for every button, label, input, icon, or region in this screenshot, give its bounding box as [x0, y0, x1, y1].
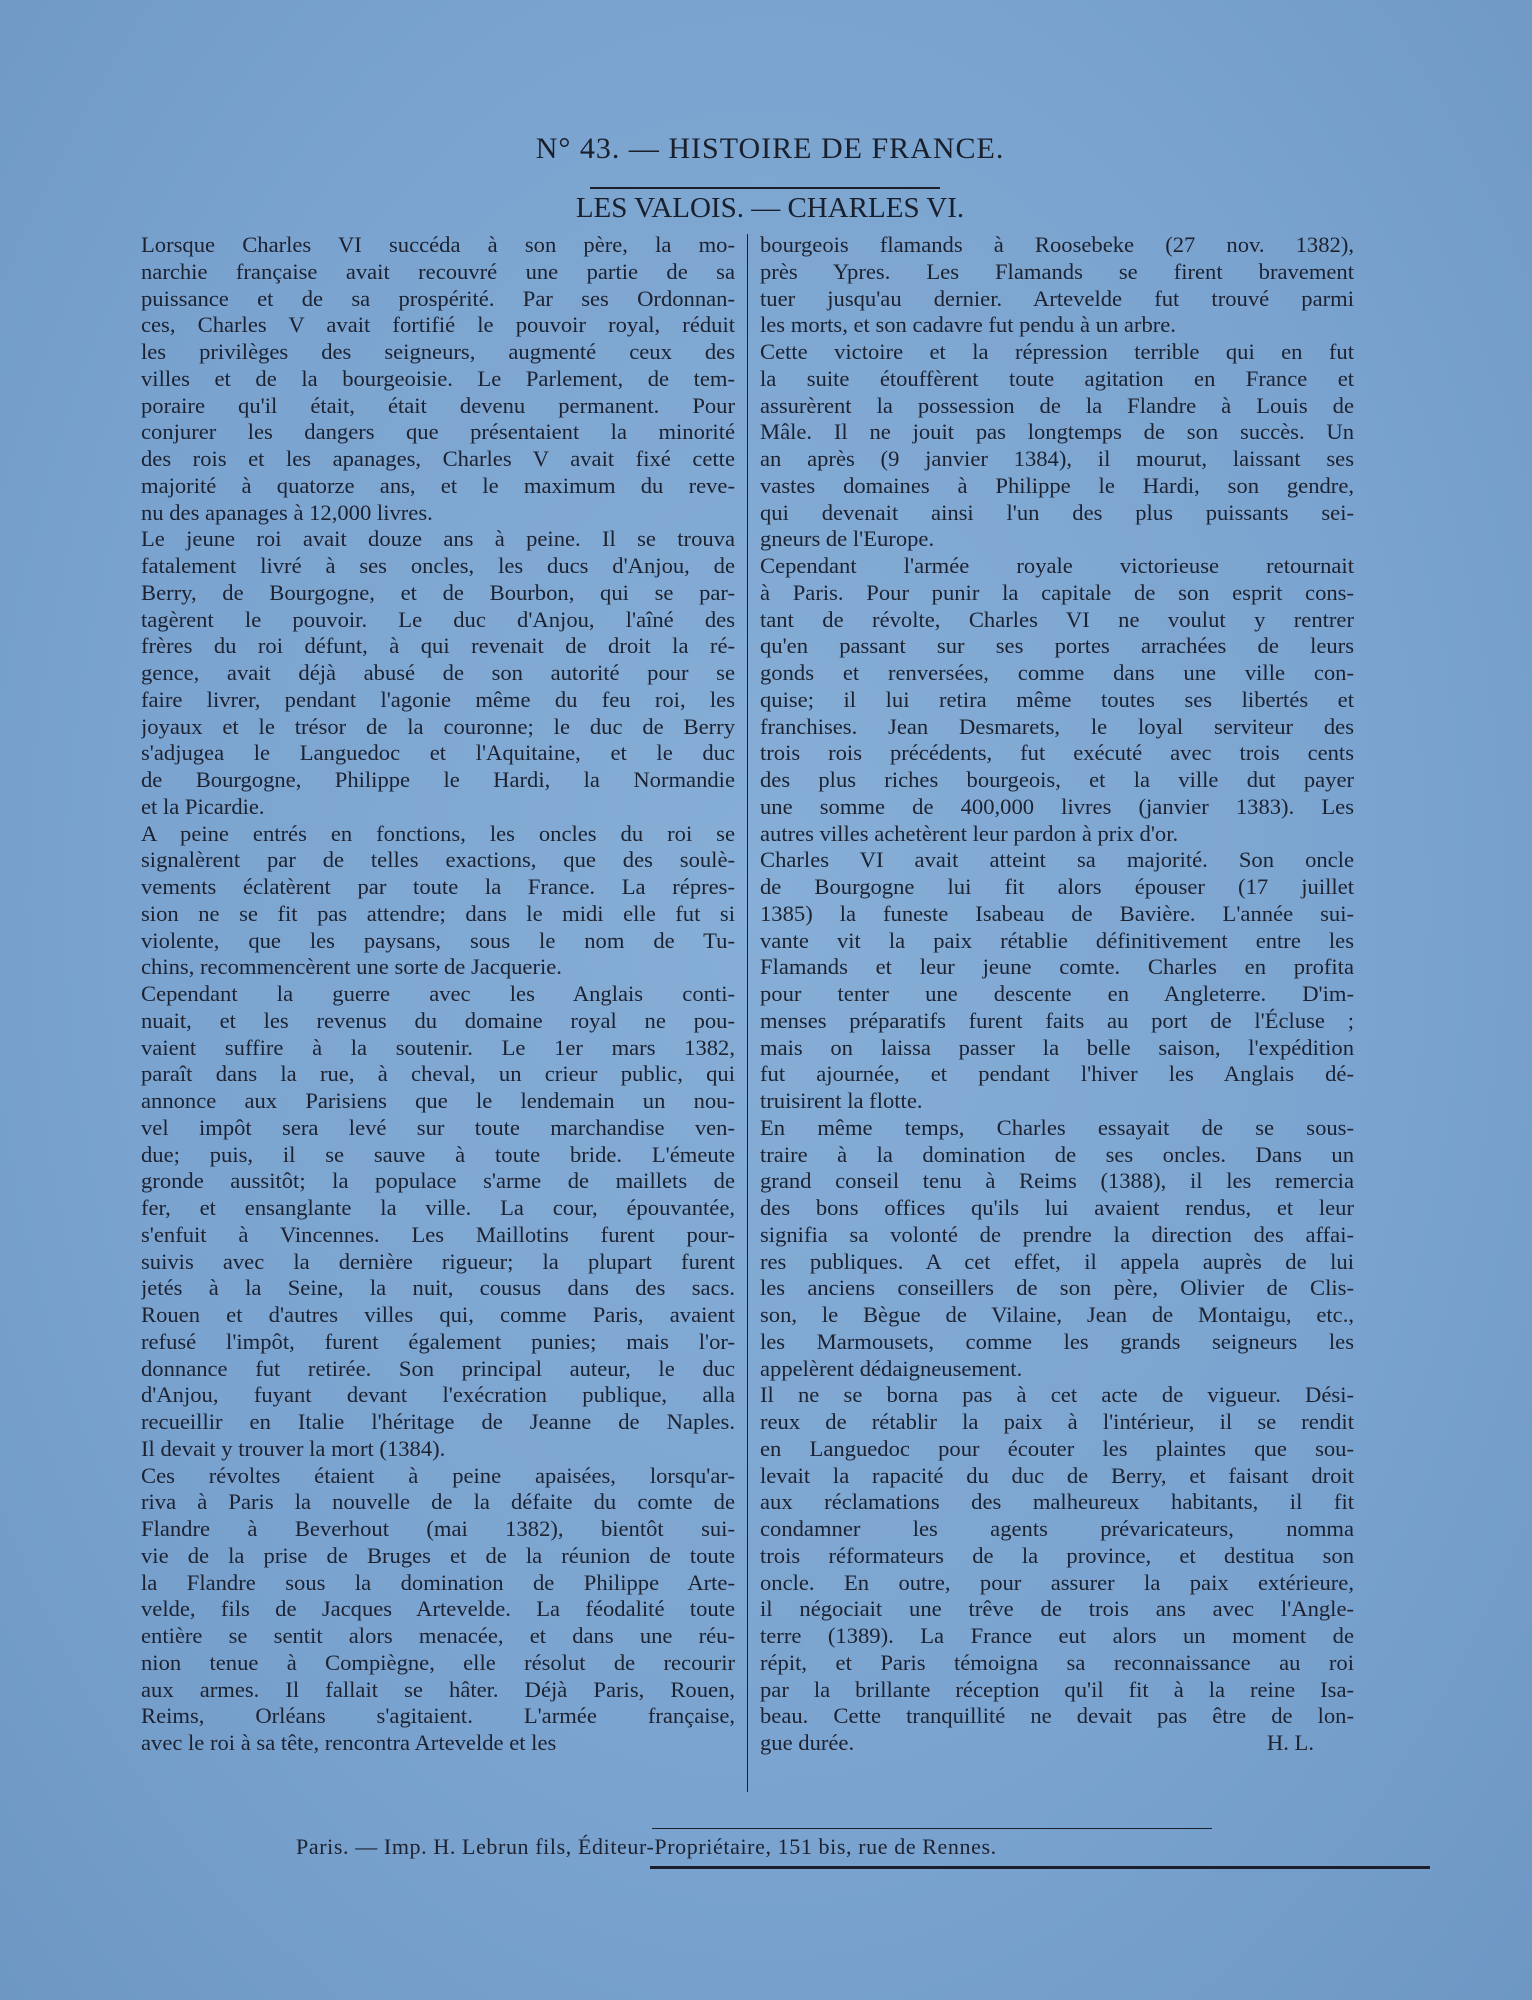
text-line: A peine entrés en fonctions, les oncles du roi se: [141, 820, 735, 846]
text-line: puissance et de sa prospérité. Par ses Ordonnan-: [141, 285, 735, 311]
title-rule: [590, 187, 940, 189]
text-line: Mâle. Il ne jouit pas longtemps de son succès. Un: [760, 419, 1354, 445]
text-line: velde, fils de Jacques Artevelde. La féodalité toute: [141, 1596, 735, 1622]
text-line: truisirent la flotte.: [760, 1088, 923, 1113]
text-line: reux de rétablir la paix à l'intérieur, il se rendit: [760, 1409, 1354, 1434]
text-line: donnance fut retirée. Son principal auteur, le duc: [141, 1355, 735, 1381]
text-line: franchises. Jean Desmarets, le loyal serviteur des: [760, 713, 1354, 739]
text-line: pour tenter une descente en Angleterre. D'im-: [760, 981, 1354, 1006]
section-title: LES VALOIS. — CHARLES VI.: [575, 192, 965, 224]
text-line: qui devenait ainsi l'un des plus puissants sei-: [760, 499, 1354, 525]
text-line: nu des apanages à 12,000 livres.: [141, 499, 433, 525]
text-line: vante vit la paix rétablie définitivement entre les: [760, 927, 1354, 953]
text-line: majorité à quatorze ans, et le maximum du reve-: [141, 472, 735, 498]
text-line: trois réformateurs de la province, et destitua son: [760, 1542, 1354, 1568]
text-line: oncle. En outre, pour assurer la paix extérieure,: [760, 1569, 1354, 1595]
text-line: les Marmousets, comme les grands seigneurs les: [760, 1328, 1354, 1354]
text-line: annonce aux Parisiens que le lendemain un nou-: [141, 1088, 735, 1113]
text-line: mais on laissa passer la belle saison, l'expédition: [760, 1034, 1354, 1060]
text-line: tuer jusqu'au dernier. Artevelde fut trouvé parmi: [760, 285, 1354, 311]
text-line: vie de la prise de Bruges et de la réunion de toute: [141, 1542, 735, 1568]
text-line: due; puis, il se sauve à toute bride. L'émeute: [141, 1141, 735, 1167]
text-line: traire à la domination de ses oncles. Dans un: [760, 1141, 1354, 1167]
text-line: répit, et Paris témoigna sa reconnaissance au roi: [760, 1649, 1354, 1675]
text-line: près Ypres. Les Flamands se firent bravement: [760, 258, 1354, 284]
text-line: s'enfuit à Vincennes. Les Maillotins furent pour-: [141, 1221, 735, 1247]
text-line: par la brillante réception qu'il fit à la reine Isa-: [760, 1676, 1354, 1702]
text-line: Lorsque Charles VI succéda à son père, la mo-: [141, 232, 735, 257]
text-line: des rois et les apanages, Charles V avait fixé cette: [141, 446, 735, 471]
text-line: fatalement livré à ses oncles, les ducs d'Anjou, de: [141, 553, 735, 578]
text-line: signifia sa volonté de prendre la direction des affai-: [760, 1221, 1354, 1247]
text-line: signalèrent par de telles exactions, que des soulè-: [141, 847, 735, 873]
text-line: villes et de la bourgeoisie. Le Parlement, de tem-: [141, 365, 735, 391]
text-line: autres villes achetèrent leur pardon à prix d'or.: [760, 820, 1179, 846]
text-line: de Bourgogne lui fit alors épouser (17 juillet: [760, 874, 1354, 899]
text-line: Il devait y trouver la mort (1384).: [141, 1435, 446, 1461]
text-line: vel impôt sera levé sur toute marchandise ven-: [141, 1114, 735, 1140]
text-line: des plus riches bourgeois, et la ville dut payer: [760, 767, 1354, 792]
right-column: [760, 232, 1354, 1757]
text-line: nion tenue à Compiègne, elle résolut de recourir: [141, 1649, 735, 1675]
text-line: les privilèges des seigneurs, augmenté ceux des: [141, 339, 735, 364]
text-line: gonds et renversées, comme dans une ville con-: [760, 660, 1354, 685]
text-line: nuait, et les revenus du domaine royal ne pou-: [141, 1007, 735, 1033]
text-line: jetés à la Seine, la nuit, cousus dans des sacs.: [141, 1275, 735, 1301]
text-line: refusé l'impôt, furent également punies; mais l'or-: [141, 1328, 735, 1354]
text-line: condamner les agents prévaricateurs, nomma: [760, 1516, 1354, 1541]
text-line: poraire qu'il était, était devenu permanent. Pour: [141, 392, 735, 418]
text-line: qu'en passant sur ses portes arrachées de leurs: [760, 633, 1354, 659]
text-line: gence, avait déjà abusé de son autorité pour se: [141, 660, 735, 685]
text-line: Cependant l'armée royale victorieuse retournait: [760, 553, 1354, 578]
text-line: les morts, et son cadavre fut pendu à un arbre.: [760, 312, 1176, 338]
text-line: vaient suffire à la soutenir. Le 1er mars 1382,: [141, 1034, 735, 1060]
footer-rule-top: [652, 1828, 1212, 1829]
text-line: assurèrent la possession de la Flandre à Louis de: [760, 392, 1354, 418]
text-line: Charles VI avait atteint sa majorité. Son oncle: [760, 847, 1354, 873]
text-line: bourgeois flamands à Roosebeke (27 nov. 1382),: [760, 232, 1354, 257]
text-line: terre (1389). La France eut alors un moment de: [760, 1623, 1354, 1648]
text-line: une somme de 400,000 livres (janvier 1383). Les: [760, 793, 1354, 819]
text-line: res publiques. A cet effet, il appela auprès de lui: [760, 1248, 1354, 1274]
text-line: Flamands et leur jeune comte. Charles en profita: [760, 954, 1354, 980]
text-line: avec le roi à sa tête, rencontra Artevelde et les: [141, 1730, 557, 1755]
printer-imprint: Paris. — Imp. H. Lebrun fils, Éditeur-Propriétaire, 151 bis, rue de Rennes.: [296, 1834, 997, 1859]
text-line: paraît dans la rue, à cheval, un crieur public, qui: [141, 1061, 735, 1087]
text-line: quise; il lui retira même toutes ses libertés et: [760, 686, 1354, 712]
text-line: an après (9 janvier 1384), il mourut, laissant ses: [760, 446, 1354, 471]
text-line: vastes domaines à Philippe le Hardi, son gendre,: [760, 472, 1354, 498]
text-line: fer, et ensanglante la ville. La cour, épouvantée,: [141, 1195, 735, 1220]
text-line: de Bourgogne, Philippe le Hardi, la Normandie: [141, 767, 735, 792]
page-title: N° 43. — HISTOIRE DE FRANCE.: [535, 132, 1005, 165]
text-line: son, le Bègue de Vilaine, Jean de Montaigu, etc.,: [760, 1302, 1354, 1327]
text-line: suivis avec la dernière rigueur; la plupart furent: [141, 1248, 735, 1274]
text-line: Le jeune roi avait douze ans à peine. Il se trouva: [141, 526, 735, 552]
text-line: levait la rapacité du duc de Berry, et faisant droit: [760, 1462, 1354, 1488]
text-line: gneurs de l'Europe.: [760, 526, 935, 552]
text-line: Cependant la guerre avec les Anglais conti-: [141, 981, 735, 1006]
text-line: Flandre à Beverhout (mai 1382), bientôt sui-: [141, 1516, 735, 1541]
text-line: en Languedoc pour écouter les plaintes que sou-: [760, 1435, 1354, 1461]
text-line: chins, recommencèrent une sorte de Jacquerie.: [141, 954, 562, 980]
text-line: conjurer les dangers que présentaient la minorité: [141, 419, 735, 445]
text-line: grand conseil tenu à Reims (1388), il les remercia: [760, 1168, 1354, 1194]
text-line: frères du roi défunt, à qui revenait de droit la ré-: [141, 633, 735, 659]
text-line: la Flandre sous la domination de Philippe Arte-: [141, 1569, 735, 1595]
text-line: s'adjugea le Languedoc et l'Aquitaine, et le duc: [141, 740, 735, 766]
text-line: joyaux et le trésor de la couronne; le duc de Berry: [141, 713, 735, 739]
text-line: aux réclamations des malheureux habitants, il fit: [760, 1489, 1354, 1515]
text-line: Cette victoire et la répression terrible qui en fut: [760, 339, 1354, 364]
text-line: gue durée.: [760, 1730, 855, 1755]
text-line: appelèrent dédaigneusement.: [760, 1355, 1023, 1381]
text-line: recueillir en Italie l'héritage de Jeanne de Naples.: [141, 1409, 735, 1434]
text-line: aux armes. Il fallait se hâter. Déjà Paris, Rouen,: [141, 1676, 735, 1702]
text-line: gronde aussitôt; la populace s'arme de maillets de: [141, 1168, 735, 1194]
text-line: 1385) la funeste Isabeau de Bavière. L'année sui-: [760, 900, 1354, 926]
text-line: Ces révoltes étaient à peine apaisées, lorsqu'ar-: [141, 1462, 735, 1488]
text-line: tant de révolte, Charles VI ne voulut y rentrer: [760, 606, 1354, 632]
text-line: narchie française avait recouvré une partie de sa: [141, 258, 735, 284]
text-line: et la Picardie.: [141, 793, 265, 819]
text-line: Reims, Orléans s'agitaient. L'armée française,: [141, 1703, 735, 1729]
text-line: vements éclatèrent par toute la France. La répres-: [141, 874, 735, 899]
footer-rule-bottom: [650, 1866, 1430, 1869]
text-line: beau. Cette tranquillité ne devait pas être de lon-: [760, 1703, 1354, 1729]
text-line: faire livrer, pendant l'agonie même du feu roi, les: [141, 686, 735, 712]
text-line: Rouen et d'autres villes qui, comme Paris, avaient: [141, 1302, 735, 1327]
left-column: [141, 232, 735, 1757]
text-line: ces, Charles V avait fortifié le pouvoir royal, réduit: [141, 312, 735, 338]
text-line: d'Anjou, fuyant devant l'exécration publique, alla: [141, 1382, 735, 1408]
text-line: Il ne se borna pas à cet acte de vigueur. Dési-: [760, 1382, 1354, 1408]
text-line: des bons offices qu'ils lui avaient rendus, et leur: [760, 1195, 1354, 1220]
text-line: menses préparatifs furent faits au port de l'Écluse ;: [760, 1007, 1354, 1033]
text-line: violente, que les paysans, sous le nom de Tu-: [141, 927, 735, 953]
text-line: Berry, de Bourgogne, et de Bourbon, qui se par-: [141, 579, 735, 605]
text-line: les anciens conseillers de son père, Olivier de Clis-: [760, 1275, 1354, 1301]
text-line: riva à Paris la nouvelle de la défaite du comte de: [141, 1489, 735, 1515]
text-line: En même temps, Charles essayait de se sous-: [760, 1114, 1354, 1140]
text-line: tagèrent le pouvoir. Le duc d'Anjou, l'aîné des: [141, 606, 735, 632]
text-line: sion ne se fit pas attendre; dans le midi elle fut si: [141, 900, 735, 926]
text-line: fut ajournée, et pendant l'hiver les Anglais dé-: [760, 1061, 1354, 1087]
text-line: à Paris. Pour punir la capitale de son esprit cons-: [760, 579, 1354, 605]
column-divider: [747, 234, 748, 1792]
text-line: la suite étouffèrent toute agitation en France et: [760, 365, 1354, 391]
text-line: entière se sentit alors menacée, et dans une réu-: [141, 1623, 735, 1648]
text-line: il négociait une trêve de trois ans avec l'Angle-: [760, 1596, 1354, 1622]
text-line: [760, 1730, 1354, 1757]
author-signature: H. L.: [1266, 1730, 1314, 1755]
text-line: trois rois précédents, fut exécuté avec trois cents: [760, 740, 1354, 766]
